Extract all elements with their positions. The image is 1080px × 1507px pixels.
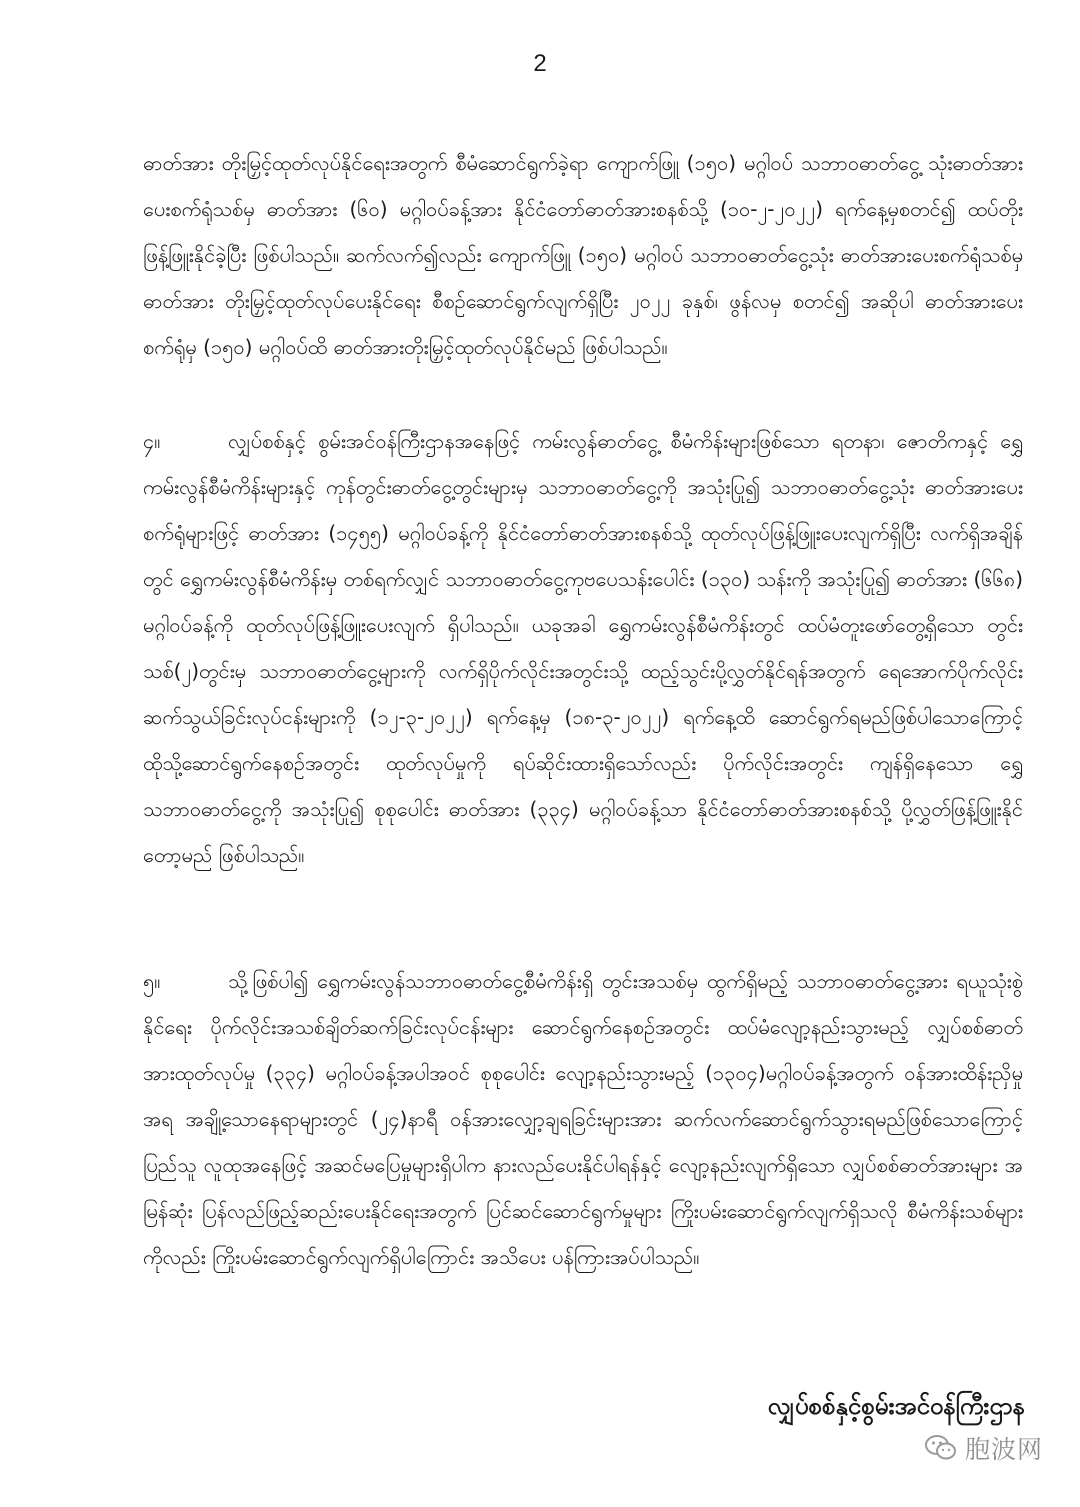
page-number: 2 xyxy=(533,50,547,77)
paragraph-text: လျှပ်စစ်နှင့် စွမ်းအင်ဝန်ကြီးဌာနအနေဖြင့် ကမ်းလွန်ဓာတ်ငွေ့ စီမံကိန်းများဖြစ်သော ရတနာ၊ ဇောတိကနှင့် ရွှေကမ်းလွန်စီမံကိန်းများနှင့် ကုန်တွင်းဓာတ်ငွေ့တွင်းများမှ သဘာဝဓာတ်ငွေ့ကို အသုံးပြု၍ သဘာဝဓာတ်ငွေ့သုံး ဓာတ်အားပေးစက်ရုံများဖြင့် ဓာတ်အား (၁၄၅၅) မဂ္ဂါဝပ်ခန့်ကို နိုင်ငံတော်ဓာတ်အားစနစ်သို့ ထုတ်လုပ်ဖြန့်ဖြူးပေးလျက်ရှိပြီး လက်ရှိအချိန်တွင် ရွှေကမ်းလွန်စီမံကိန်းမှ တစ်ရက်လျှင် သဘာဝဓာတ်ငွေ့ကုဗပေသန်းပေါင်း (၁၃၀) သန်းကို အသုံးပြု၍ ဓာတ်အား (၆၆၈) မဂ္ဂါဝပ်ခန့်ကို ထုတ်လုပ်ဖြန့်ဖြူးပေးလျက် ရှိပါသည်။ ယခုအခါ ရွှေကမ်းလွန်စီမံကိန်းတွင် ထပ်မံတူးဖော်တွေ့ရှိသော တွင်းသစ်(၂)တွင်းမှ သဘာဝဓာတ်ငွေ့များကို လက်ရှိပိုက်လိုင်းအတွင်းသို့ ထည့်သွင်းပို့လွှတ်နိုင်ရန်အတွက် ရေအောက်ပိုက်လိုင်း ဆက်သွယ်ခြင်းလုပ်ငန်းများကို (၁၂-၃-၂၀၂၂) ရက်နေ့မှ (၁၈-၃-၂၀၂၂) ရက်နေ့ထိ ဆောင်ရွက်ရမည်ဖြစ်ပါသောကြောင့် ထိုသို့ဆောင်ရွက်နေစဉ်အတွင်း ထုတ်လုပ်မှုကို ရပ်ဆိုင်းထားရှိသော်လည်း ပိုက်လိုင်းအတွင်း ကျန်ရှိနေသော ရွှေသဘာဝဓာတ်ငွေ့ကို အသုံးပြု၍ စုစုပေါင်း ဓာတ်အား (၃၃၄) မဂ္ဂါဝပ်ခန့်သာ နိုင်ငံတော်ဓာတ်အားစနစ်သို့ ပို့လွှတ်ဖြန့်ဖြူးနိုင်တော့မည် ဖြစ်ပါသည်။ xyxy=(143,429,1023,867)
paragraph-5 xyxy=(143,958,1023,1280)
paragraph-text: ဓာတ်အား တိုးမြှင့်ထုတ်လုပ်နိုင်ရေးအတွက် စီမံဆောင်ရွက်ခဲ့ရာ ကျောက်ဖြူ (၁၅၀) မဂ္ဂါဝပ် သဘာဝဓာတ်ငွေ့ သုံးဓာတ်အားပေးစက်ရုံသစ်မှ ဓာတ်အား (၆၀) မဂ္ဂါဝပ်ခန့်အား နိုင်ငံတော်ဓာတ်အားစနစ်သို့ (၁၀-၂-၂၀၂၂) ရက်နေ့မှစတင်၍ ထပ်တိုးဖြန့်ဖြူးနိုင်ခဲ့ပြီး ဖြစ်ပါသည်။ ဆက်လက်၍လည်း ကျောက်ဖြူ (၁၅၀) မဂ္ဂါဝပ် သဘာဝဓာတ်ငွေ့သုံး ဓာတ်အားပေးစက်ရုံသစ်မှ ဓာတ်အား တိုးမြှင့်ထုတ်လုပ်ပေးနိုင်ရေး စီစဉ်ဆောင်ရွက်လျက်ရှိပြီး ၂၀၂၂ ခုနှစ်၊ ဖွန်လမှ စတင်၍ အဆိုပါ ဓာတ်အားပေးစက်ရုံမှ (၁၅၀) မဂ္ဂါဝပ်ထိ ဓာတ်အားတိုးမြှင့်ထုတ်လုပ်နိုင်မည် ဖြစ်ပါသည်။ xyxy=(143,151,1023,359)
paragraph-number: ၅။ xyxy=(143,969,161,993)
watermark xyxy=(925,1430,1043,1466)
paragraph-number: ၄။ xyxy=(143,429,161,453)
ministry-signature: လျှပ်စစ်နှင့်စွမ်းအင်ဝန်ကြီးဌာန xyxy=(767,1392,1025,1420)
paragraph-text: သို့ဖြစ်ပါ၍ ရွှေကမ်းလွန်သဘာဝဓာတ်ငွေ့စီမံကိန်းရှိ တွင်းအသစ်မှ ထွက်ရှိမည့် သဘာဝဓာတ်ငွေ့အား ရယူသုံးစွဲနိုင်ရေး ပိုက်လိုင်းအသစ်ချိတ်ဆက်ခြင်းလုပ်ငန်းများ ဆောင်ရွက်နေစဉ်အတွင်း ထပ်မံလျော့နည်းသွားမည့် လျှပ်စစ်ဓာတ်အားထုတ်လုပ်မှု (၃၃၄) မဂ္ဂါဝပ်ခန့်အပါအဝင် စုစုပေါင်း လျော့နည်းသွားမည့် (၁၃၀၄)မဂ္ဂါဝပ်ခန့်အတွက် ဝန်အားထိန်းညှိမှုအရ အချို့သောနေရာများတွင် (၂၄)နာရီ ဝန်အားလျှော့ချရခြင်းများအား ဆက်လက်ဆောင်ရွက်သွားရမည်ဖြစ်သောကြောင့် ပြည်သူ လူထုအနေဖြင့် အဆင်မပြေမှုများရှိပါက နားလည်ပေးနိုင်ပါရန်နှင့် လျော့နည်းလျက်ရှိသော လျှပ်စစ်ဓာတ်အားများ အမြန်ဆုံး ပြန်လည်ဖြည့်ဆည်းပေးနိုင်ရေးအတွက် ပြင်ဆင်ဆောင်ရွက်မှုများ ကြိုးပမ်းဆောင်ရွက်လျက်ရှိသလို စီမံကိန်းသစ်များကိုလည်း ကြိုးပမ်းဆောင်ရွက်လျက်ရှိပါကြောင်း အသိပေး ပန်ကြားအပ်ပါသည်။ xyxy=(143,969,1023,1269)
watermark-text: 胞波网 xyxy=(965,1435,1044,1464)
paragraph-3-continuation xyxy=(143,140,1023,370)
paragraph-4 xyxy=(143,418,1023,878)
wechat-icon xyxy=(925,1434,957,1462)
